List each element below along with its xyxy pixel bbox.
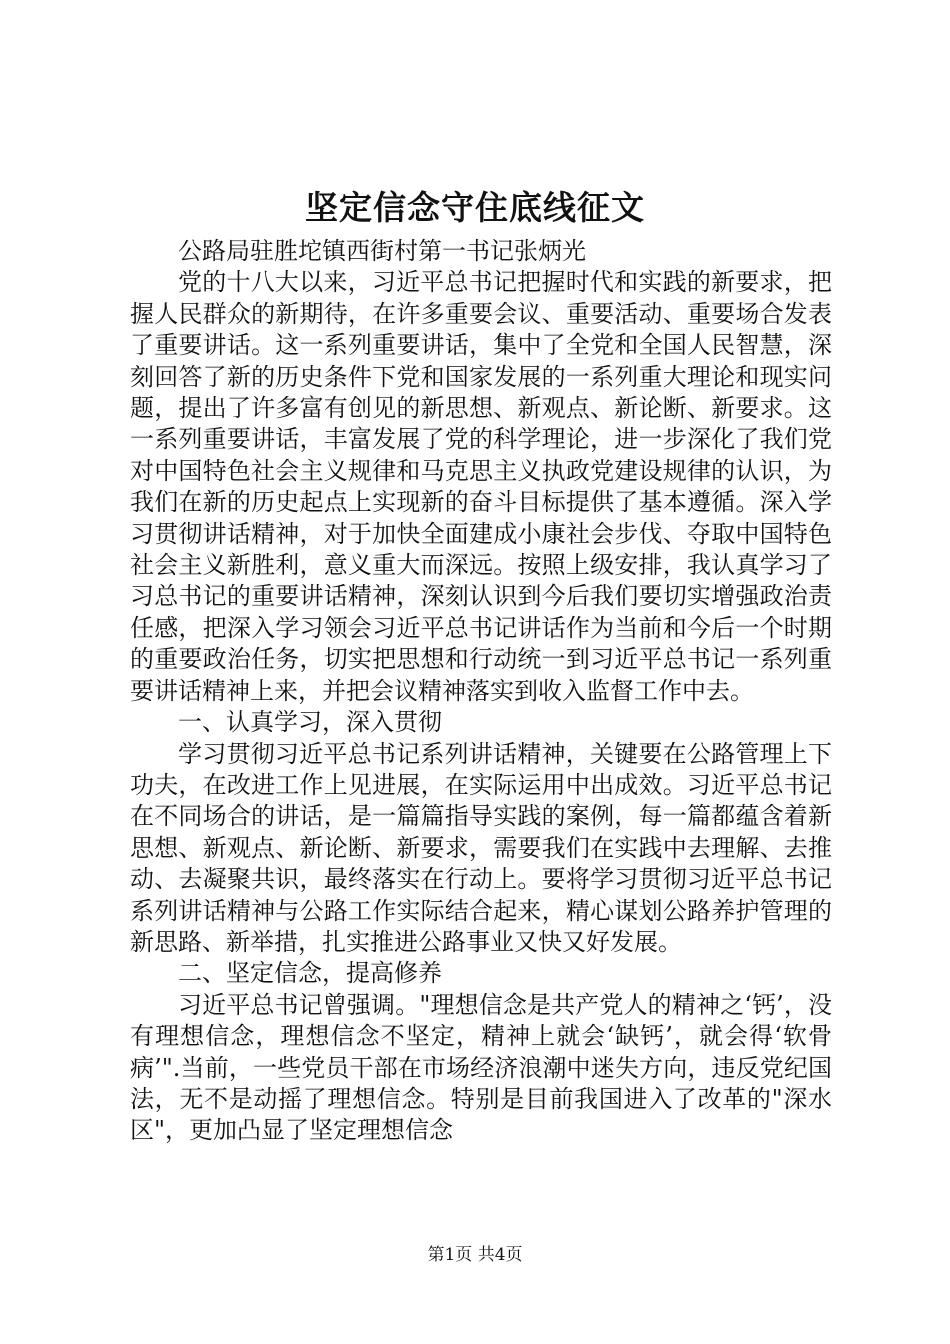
paragraph-section-2: 习近平总书记曾强调。"理想信念是共产党人的精神之‘钙’，没有理想信念，理想信念不坚定，精神上就会‘缺钙’，就会得‘软骨病’".当前，一些党员干部在市场经济浪潮中迷失方向，违反党纪国法，无不是动摇了理想信念。特别是目前我国进入了改革的"深水区"，更加凸显了坚定理想信念	[130, 990, 832, 1145]
paragraph-section-1: 学习贯彻习近平总书记系列讲话精神，关键要在公路管理上下功夫，在改进工作上见进展，在实际运用中出成效。习近平总书记在不同场合的讲话，是一篇篇指导实践的案例，每一篇都蕴含着新思想、新观点、新论断、新要求，需要我们在实践中去理解、去推动、去凝聚共识，最终落实在行动上。要将学习贯彻习近平总书记系列讲话精神与公路工作实际结合起来，精心谋划公路养护管理的新思路、新举措，扎实推进公路事业又快又好发展。	[130, 739, 832, 956]
document-body	[130, 236, 832, 1147]
document-title: 坚定信念守住底线征文	[305, 188, 645, 227]
section-heading-1: 一、认真学习，深入贯彻	[178, 708, 442, 737]
section-heading-2: 二、坚定信念，提高修养	[178, 959, 442, 988]
page-number-footer: 第1页 共4页	[427, 1245, 523, 1265]
paragraph-intro: 党的十八大以来，习近平总书记把握时代和实践的新要求，把握人民群众的新期待，在许多重要会议、重要活动、重要场合发表了重要讲话。这一系列重要讲话，集中了全党和全国人民智慧，深刻回答了新的历史条件下党和国家发展的一系列重大理论和现实问题，提出了许多富有创见的新思想、新观点、新论断、新要求。这一系列重要讲话，丰富发展了党的科学理论，进一步深化了我们党对中国特色社会主义规律和马克思主义执政党建设规律的认识，为我们在新的历史起点上实现新的奋斗目标提供了基本遵循。深入学习贯彻讲话精神，对于加快全面建成小康社会步伐、夺取中国特色社会主义新胜利，意义重大而深远。按照上级安排，我认真学习了习总书记的重要讲话精神，深刻认识到今后我们要切实增强政治责任感，把深入学习领会习近平总书记讲话作为当前和今后一个时期的重要政治任务，切实把思想和行动统一到习近平总书记一系列重要讲话精神上来，并把会议精神落实到收入监督工作中去。	[130, 268, 832, 705]
author-line: 公路局驻胜坨镇西街村第一书记张炳光	[178, 237, 586, 265]
